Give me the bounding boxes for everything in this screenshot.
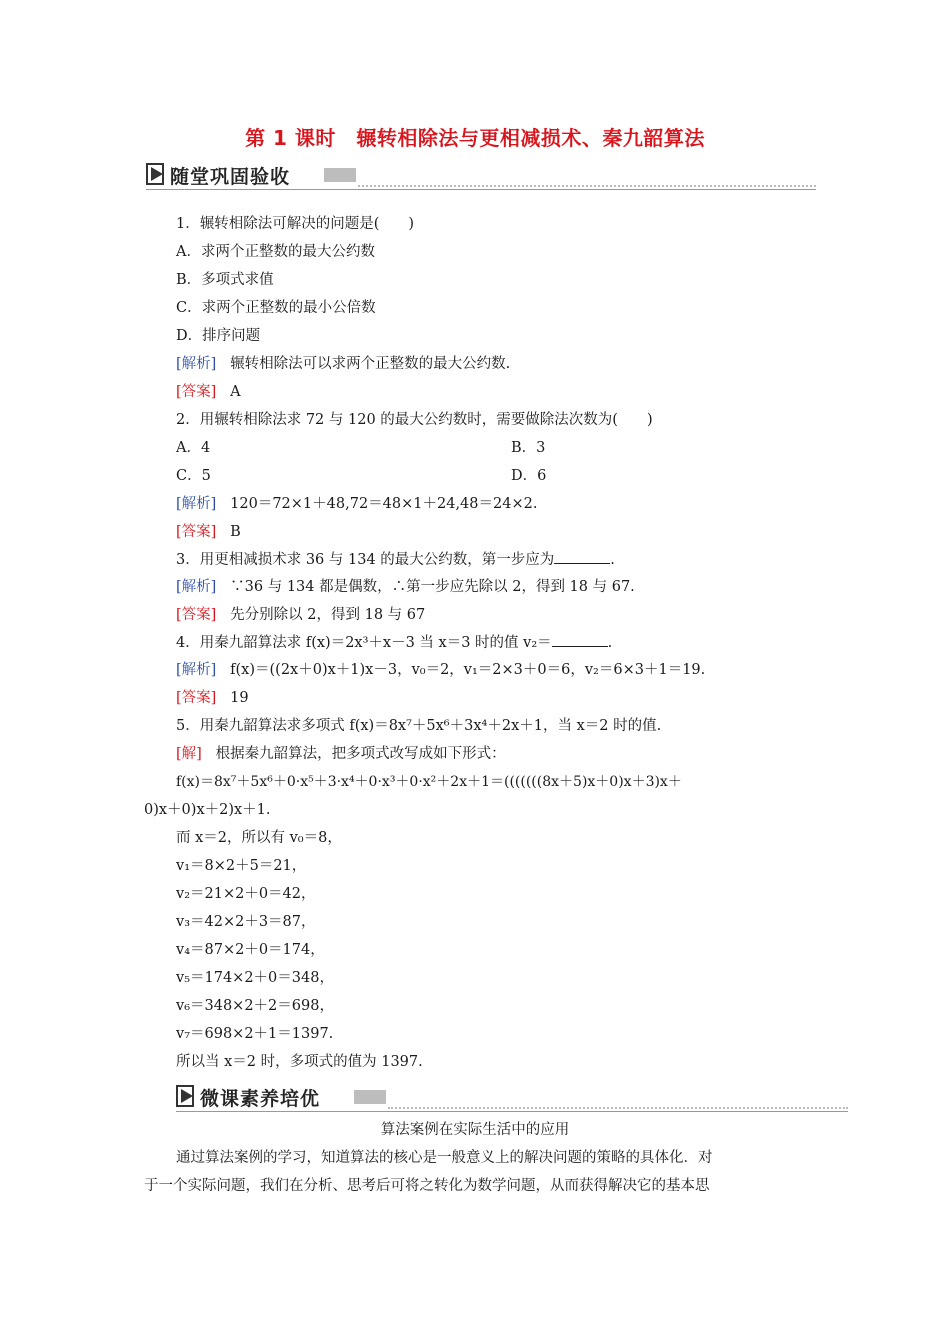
answer-text: B <box>230 524 241 540</box>
q3-stem-end: . <box>610 552 615 568</box>
q2-option-c: C．5 <box>176 468 211 484</box>
q3-analysis <box>176 577 635 597</box>
q4-stem <box>176 633 612 653</box>
q5-step: v₇＝698×2＋1＝1397. <box>176 1026 334 1042</box>
q5-step: v₅＝174×2＋0＝348， <box>176 970 334 986</box>
section-underline <box>146 189 816 190</box>
q3-stem-text: 3．用更相减损术求 36 与 134 的最大公约数，第一步应为 <box>176 552 555 568</box>
section-divider <box>388 1107 848 1109</box>
analysis-text: ∵36 与 134 都是偶数，∴第一步应先除以 2，得到 18 与 67. <box>230 579 635 595</box>
answer-text: 19 <box>230 690 249 706</box>
q5-step: v₆＝348×2＋2＝698， <box>176 998 334 1014</box>
q5-step: v₂＝21×2＋0＝42， <box>176 886 316 902</box>
q3-stem <box>176 550 615 570</box>
answer-tag: [答案] <box>176 690 217 706</box>
q2-option-b: B．3 <box>511 440 546 456</box>
q5-given: 而 x＝2，所以有 v₀＝8， <box>176 830 342 846</box>
analysis-tag: [解析] <box>176 579 217 595</box>
q4-answer <box>176 688 249 708</box>
q1-answer <box>176 382 241 402</box>
section-bar <box>324 168 356 182</box>
q4-stem-text: 4．用秦九韶算法求 f(x)＝2x³＋x－3 当 x＝3 时的值 v₂＝ <box>176 635 552 651</box>
q2-answer <box>176 522 241 542</box>
section-header-practice <box>146 160 816 190</box>
q5-step: v₃＝42×2＋3＝87， <box>176 914 316 930</box>
q1-option-b: B．多项式求值 <box>176 272 274 288</box>
q1-option-a: A．求两个正整数的最大公约数 <box>176 244 375 260</box>
q2-option-a: A．4 <box>176 440 211 456</box>
solution-intro: 根据秦九韶算法，把多项式改写成如下形式： <box>215 746 506 762</box>
section-title: 微课素养培优 <box>200 1088 321 1110</box>
q5-rewrite-line1: f(x)＝8x⁷＋5x⁶＋0·x⁵＋3·x⁴＋0·x³＋0·x²＋2x＋1＝(((((((8x＋5)x＋0)x＋3)x＋ <box>176 774 682 790</box>
q5-conclusion: 所以当 x＝2 时，多项式的值为 1397. <box>176 1054 423 1070</box>
q5-solution <box>176 744 506 764</box>
answer-text: 先分别除以 2，得到 18 与 67 <box>230 607 426 623</box>
q4-analysis <box>176 660 705 680</box>
answer-tag: [答案] <box>176 524 217 540</box>
q1-option-c: C．求两个正整数的最小公倍数 <box>176 300 376 316</box>
q2-stem: 2．用辗转相除法求 72 与 120 的最大公约数时，需要做除法次数为( ) <box>176 412 653 428</box>
q1-stem: 1．辗转相除法可解决的问题是( ) <box>176 216 415 232</box>
solution-tag: [解] <box>176 746 202 762</box>
answer-text: A <box>230 384 241 400</box>
analysis-tag: [解析] <box>176 356 217 372</box>
answer-tag: [答案] <box>176 384 217 400</box>
q5-rewrite-line2: 0)x＋0)x＋2)x＋1. <box>144 802 271 818</box>
answer-tag: [答案] <box>176 607 217 623</box>
answer-blank <box>552 634 608 647</box>
section-bar <box>354 1090 386 1104</box>
section-title: 随堂巩固验收 <box>170 166 291 188</box>
q5-step: v₁＝8×2＋5＝21， <box>176 858 307 874</box>
q1-analysis <box>176 354 510 374</box>
q5-step: v₄＝87×2＋0＝174， <box>176 942 325 958</box>
extension-paragraph-line2: 于一个实际问题，我们在分析、思考后可将之转化为数学问题，从而获得解决它的基本思 <box>144 1178 710 1194</box>
page-title: 第 1 课时 辗转相除法与更相减损术、秦九韶算法 <box>245 126 705 150</box>
q3-answer <box>176 605 425 625</box>
q4-stem-end: . <box>607 635 613 651</box>
extension-paragraph-line1: 通过算法案例的学习，知道算法的核心是一般意义上的解决问题的策略的具体化．对 <box>176 1150 713 1166</box>
play-arrow-icon <box>176 1085 196 1107</box>
section-underline <box>176 1111 848 1112</box>
q2-analysis <box>176 494 537 514</box>
extension-heading: 算法案例在实际生活中的应用 <box>380 1122 570 1138</box>
q1-option-d: D．排序问题 <box>176 328 261 344</box>
analysis-tag: [解析] <box>176 496 217 512</box>
play-arrow-icon <box>146 163 166 185</box>
section-divider <box>358 185 816 187</box>
analysis-tag: [解析] <box>176 662 217 678</box>
analysis-text: f(x)＝((2x＋0)x＋1)x－3，v₀＝2，v₁＝2×3＋0＝6，v₂＝6×3＋1＝19. <box>230 662 706 678</box>
q5-stem: 5．用秦九韶算法求多项式 f(x)＝8x⁷＋5x⁶＋3x⁴＋2x＋1，当 x＝2 时的值. <box>176 718 662 734</box>
answer-blank <box>554 551 610 564</box>
analysis-text: 辗转相除法可以求两个正整数的最大公约数. <box>230 356 511 372</box>
analysis-text: 120＝72×1＋48,72＝48×1＋24,48＝24×2. <box>230 496 538 512</box>
section-header-extension <box>176 1082 848 1112</box>
q2-option-d: D．6 <box>511 468 547 484</box>
